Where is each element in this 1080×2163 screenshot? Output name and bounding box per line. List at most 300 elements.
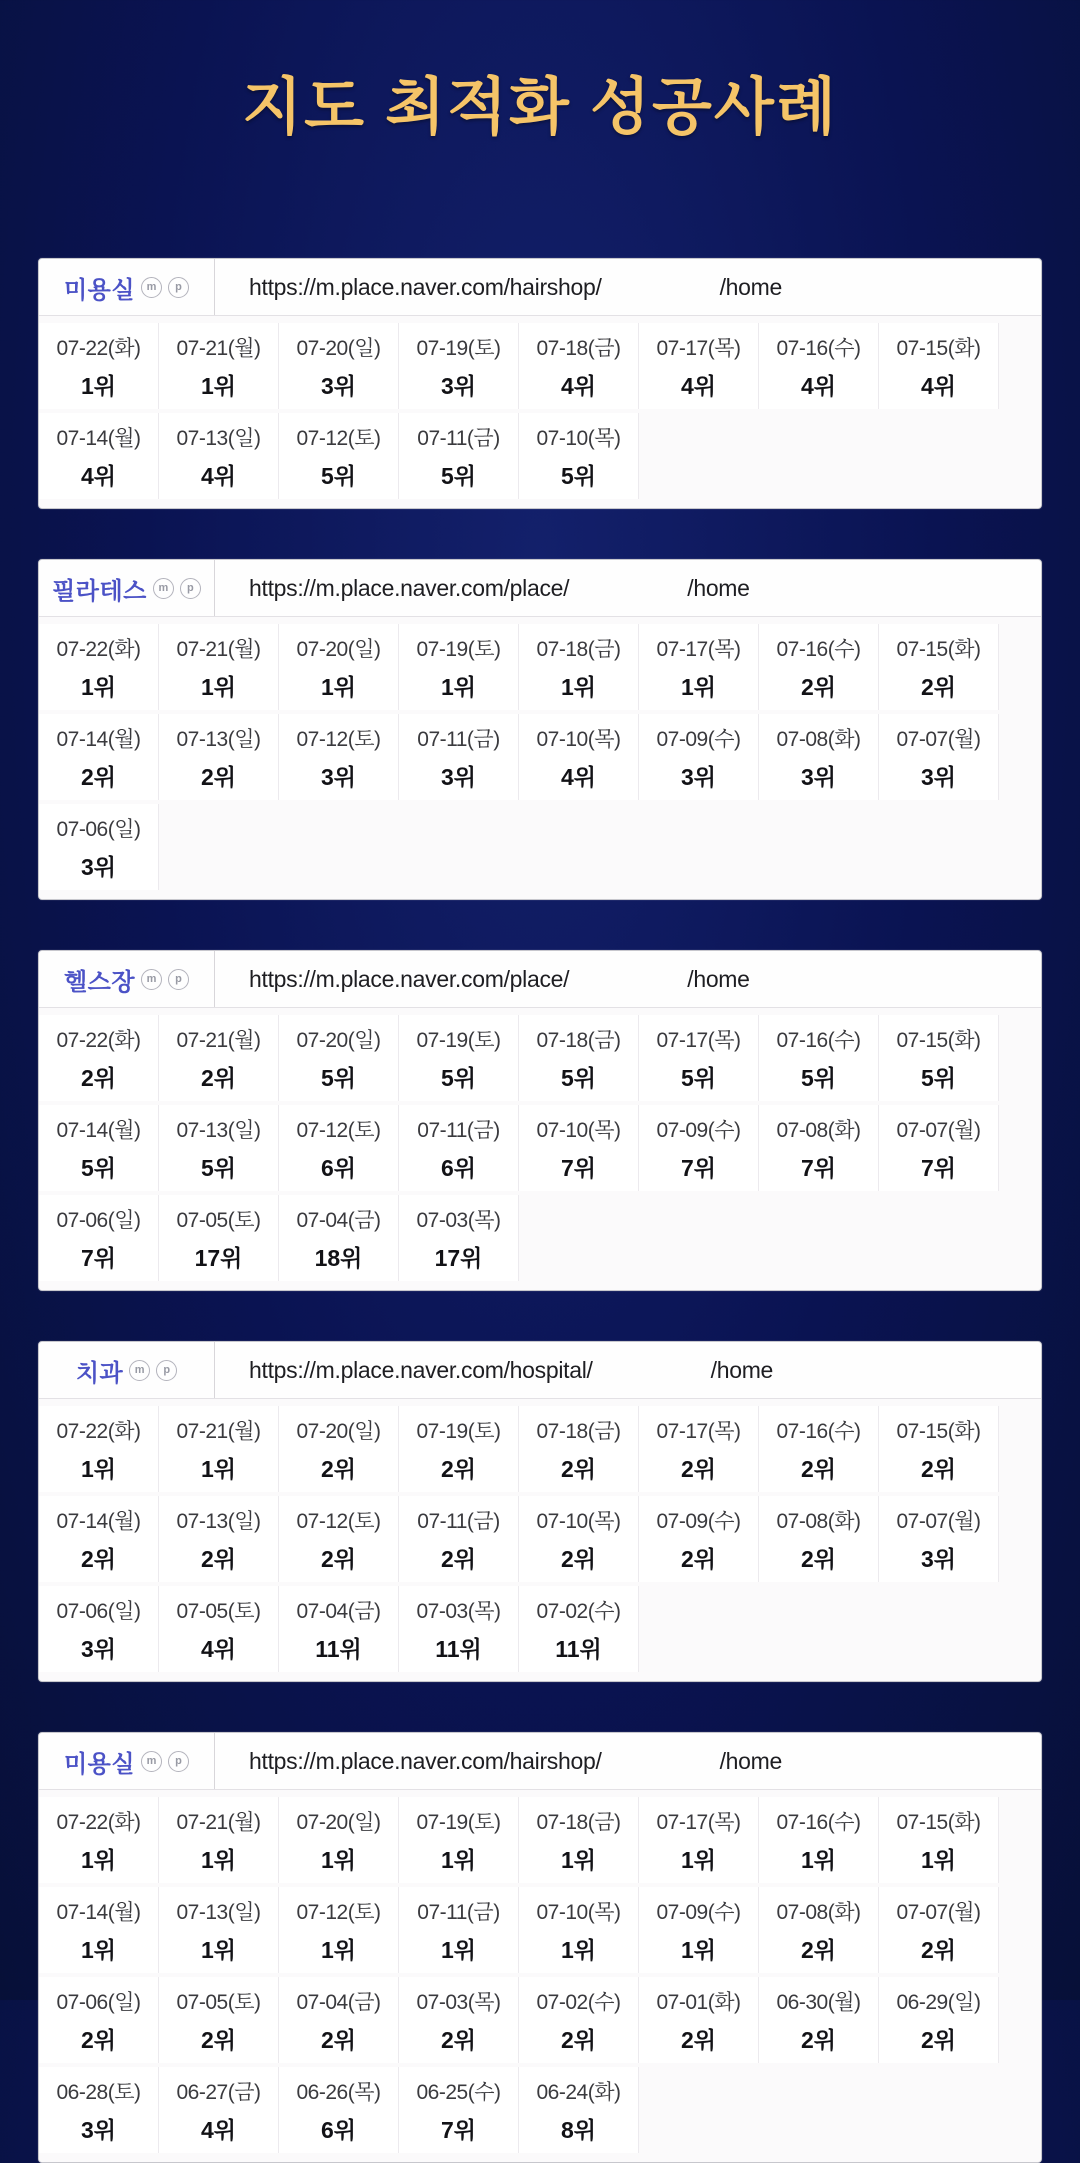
rank-label: 5위 xyxy=(800,1065,836,1092)
date-label: 07-21(월) xyxy=(176,638,261,662)
date-label: 07-16(수) xyxy=(776,337,861,361)
rank-cell xyxy=(279,1977,399,2063)
card-header xyxy=(39,951,1041,1008)
rank-label: 3위 xyxy=(440,764,476,791)
rank-label: 2위 xyxy=(920,2027,956,2054)
date-label: 07-06(일) xyxy=(56,1991,141,2015)
rank-label: 4위 xyxy=(200,2117,236,2144)
date-label: 07-04(금) xyxy=(296,1600,381,1624)
rank-cell xyxy=(279,1887,399,1973)
date-label: 07-18(금) xyxy=(536,1420,621,1444)
rank-label: 2위 xyxy=(800,2027,836,2054)
date-label: 07-13(일) xyxy=(176,1119,261,1143)
rank-label: 2위 xyxy=(920,1456,956,1483)
rank-cell xyxy=(639,1887,759,1973)
map-badge-icon: m xyxy=(141,1751,162,1772)
card-header xyxy=(39,259,1041,316)
rank-label: 1위 xyxy=(920,1847,956,1874)
rank-cell xyxy=(279,714,399,800)
rank-cell xyxy=(879,1406,999,1492)
date-label: 07-10(목) xyxy=(536,1901,621,1925)
rank-label: 1위 xyxy=(800,1847,836,1874)
map-badge-icon: m xyxy=(141,277,162,298)
card-header xyxy=(39,560,1041,617)
rank-label: 2위 xyxy=(440,1456,476,1483)
date-label: 07-03(목) xyxy=(416,1209,501,1233)
rank-cell xyxy=(639,1797,759,1883)
rank-label: 2위 xyxy=(440,1546,476,1573)
date-label: 06-28(토) xyxy=(56,2081,141,2105)
rank-label: 3위 xyxy=(80,2117,116,2144)
rank-label: 6위 xyxy=(440,1155,476,1182)
url-suffix: /home xyxy=(687,574,750,601)
date-label: 07-11(금) xyxy=(417,728,500,752)
rank-cell xyxy=(399,1406,519,1492)
url-suffix: /home xyxy=(687,965,750,992)
rank-cell xyxy=(159,624,279,710)
rank-cell xyxy=(879,1105,999,1191)
rank-cell xyxy=(399,714,519,800)
category-cell xyxy=(39,560,215,616)
date-label: 07-20(일) xyxy=(296,638,381,662)
rank-cell xyxy=(759,1977,879,2063)
date-label: 07-07(월) xyxy=(896,1510,981,1534)
rank-cell xyxy=(519,624,639,710)
date-label: 07-12(토) xyxy=(296,1901,381,1925)
rank-label: 3위 xyxy=(320,373,356,400)
url-cell xyxy=(215,1733,1041,1789)
rank-label: 5위 xyxy=(680,1065,716,1092)
date-label: 07-22(화) xyxy=(56,638,141,662)
date-label: 07-18(금) xyxy=(536,638,621,662)
rank-cell xyxy=(519,413,639,499)
date-label: 07-05(토) xyxy=(176,1209,261,1233)
url-suffix: /home xyxy=(719,1747,783,1774)
rank-cell xyxy=(39,2067,159,2153)
date-label: 07-20(일) xyxy=(296,1029,381,1053)
rank-cell xyxy=(399,1015,519,1101)
date-label: 07-10(목) xyxy=(536,1119,621,1143)
rank-label: 2위 xyxy=(80,1546,116,1573)
category-label: 헬스장 xyxy=(63,968,136,996)
rank-cell xyxy=(279,413,399,499)
card-header xyxy=(39,1733,1041,1790)
rank-label: 7위 xyxy=(560,1155,596,1182)
rank-label: 3위 xyxy=(80,854,116,881)
date-label: 07-22(화) xyxy=(56,1029,141,1053)
date-label: 07-11(금) xyxy=(417,1510,500,1534)
rank-cell xyxy=(639,1977,759,2063)
rank-cell xyxy=(39,1797,159,1883)
ranking-card xyxy=(38,258,1042,509)
rank-cell xyxy=(519,2067,639,2153)
date-label: 07-09(수) xyxy=(656,1510,741,1534)
rank-label: 1위 xyxy=(440,1937,476,1964)
rank-cell xyxy=(399,2067,519,2153)
rank-cell xyxy=(759,323,879,409)
date-label: 07-16(수) xyxy=(776,1420,861,1444)
card-header xyxy=(39,1342,1041,1399)
rank-label: 7위 xyxy=(920,1155,956,1182)
rank-cell xyxy=(279,2067,399,2153)
rank-cell xyxy=(519,323,639,409)
rank-cell xyxy=(519,1406,639,1492)
rank-cell xyxy=(519,1586,639,1672)
rank-label: 1위 xyxy=(440,1847,476,1874)
rank-label: 5위 xyxy=(200,1155,236,1182)
rank-cell xyxy=(639,1496,759,1582)
rank-cell xyxy=(159,2067,279,2153)
rank-label: 4위 xyxy=(920,373,956,400)
rank-label: 2위 xyxy=(80,2027,116,2054)
rank-grid xyxy=(39,316,1041,508)
date-label: 07-22(화) xyxy=(56,1420,141,1444)
date-label: 07-20(일) xyxy=(296,337,381,361)
rank-label: 11위 xyxy=(435,1636,482,1663)
date-label: 07-11(금) xyxy=(417,1901,500,1925)
rank-label: 2위 xyxy=(80,764,116,791)
rank-cell xyxy=(39,1977,159,2063)
rank-label: 4위 xyxy=(800,373,836,400)
rank-label: 3위 xyxy=(80,1636,116,1663)
rank-cell xyxy=(39,1195,159,1281)
rank-cell xyxy=(279,1195,399,1281)
date-label: 07-17(목) xyxy=(656,1420,741,1444)
rank-cell xyxy=(39,413,159,499)
date-label: 07-10(목) xyxy=(536,1510,621,1534)
date-label: 07-14(월) xyxy=(56,427,141,451)
rank-cell xyxy=(159,1406,279,1492)
rank-label: 4위 xyxy=(680,373,716,400)
rank-label: 4위 xyxy=(200,463,236,490)
rank-label: 1위 xyxy=(200,674,236,701)
rank-label: 11위 xyxy=(315,1636,362,1663)
rank-label: 1위 xyxy=(80,1937,116,1964)
ranking-card xyxy=(38,1732,1042,2163)
rank-cell xyxy=(279,624,399,710)
rank-label: 6위 xyxy=(320,2117,356,2144)
rank-label: 2위 xyxy=(320,1546,356,1573)
date-label: 07-20(일) xyxy=(296,1811,381,1835)
rank-label: 1위 xyxy=(320,1937,356,1964)
rank-cell xyxy=(639,624,759,710)
date-label: 07-08(화) xyxy=(776,728,861,752)
rank-label: 18위 xyxy=(314,1245,363,1272)
rank-label: 1위 xyxy=(320,674,356,701)
date-label: 07-09(수) xyxy=(656,728,741,752)
date-label: 07-05(토) xyxy=(176,1991,261,2015)
category-label: 미용실 xyxy=(63,1750,136,1778)
rank-cell xyxy=(39,1887,159,1973)
date-label: 07-22(화) xyxy=(56,1811,141,1835)
date-label: 07-14(월) xyxy=(56,1119,141,1143)
date-label: 07-10(목) xyxy=(536,728,621,752)
rank-label: 7위 xyxy=(800,1155,836,1182)
rank-label: 2위 xyxy=(200,764,236,791)
date-label: 07-03(목) xyxy=(416,1991,501,2015)
category-label: 필라테스 xyxy=(52,577,147,605)
rank-cell xyxy=(519,1797,639,1883)
date-label: 07-15(화) xyxy=(896,638,981,662)
date-label: 07-18(금) xyxy=(536,1811,621,1835)
date-label: 07-04(금) xyxy=(296,1991,381,2015)
date-label: 07-04(금) xyxy=(296,1209,381,1233)
rank-cell xyxy=(159,1797,279,1883)
map-badge-icon: m xyxy=(129,1360,150,1381)
date-label: 07-19(토) xyxy=(416,638,501,662)
rank-cell xyxy=(159,714,279,800)
date-label: 06-25(수) xyxy=(416,2081,501,2105)
date-label: 07-11(금) xyxy=(417,427,500,451)
rank-cell xyxy=(279,323,399,409)
rank-cell xyxy=(39,1105,159,1191)
rank-cell xyxy=(39,1015,159,1101)
place-badge-icon: p xyxy=(168,277,189,298)
rank-label: 2위 xyxy=(920,674,956,701)
rank-cell xyxy=(159,1586,279,1672)
date-label: 07-09(수) xyxy=(656,1901,741,1925)
rank-cell xyxy=(519,1977,639,2063)
rank-cell xyxy=(159,1977,279,2063)
rank-label: 1위 xyxy=(680,674,716,701)
rank-cell xyxy=(159,413,279,499)
rank-cell xyxy=(639,714,759,800)
date-label: 07-16(수) xyxy=(776,1029,861,1053)
rank-label: 1위 xyxy=(680,1847,716,1874)
rank-cell xyxy=(879,624,999,710)
rank-cell xyxy=(879,1977,999,2063)
rank-label: 4위 xyxy=(200,1636,236,1663)
date-label: 06-29(일) xyxy=(896,1991,981,2015)
date-label: 07-06(일) xyxy=(56,1209,141,1233)
rank-cell xyxy=(399,1977,519,2063)
rank-label: 5위 xyxy=(920,1065,956,1092)
rank-cell xyxy=(399,624,519,710)
rank-label: 1위 xyxy=(440,674,476,701)
rank-cell xyxy=(399,1797,519,1883)
rank-label: 1위 xyxy=(200,1937,236,1964)
rank-label: 7위 xyxy=(440,2117,476,2144)
date-label: 07-18(금) xyxy=(536,337,621,361)
rank-cell xyxy=(399,1105,519,1191)
date-label: 07-12(토) xyxy=(296,1510,381,1534)
url-cell xyxy=(215,259,1041,315)
rank-label: 2위 xyxy=(800,1937,836,1964)
rank-label: 7위 xyxy=(80,1245,116,1272)
rank-label: 2위 xyxy=(680,2027,716,2054)
rank-label: 1위 xyxy=(80,373,116,400)
url-prefix: https://m.place.naver.com/place/ xyxy=(249,965,570,992)
date-label: 07-19(토) xyxy=(416,1029,501,1053)
rank-label: 2위 xyxy=(440,2027,476,2054)
ranking-card xyxy=(38,559,1042,900)
rank-cell xyxy=(279,1496,399,1582)
rank-cell xyxy=(639,1406,759,1492)
rank-label: 2위 xyxy=(680,1546,716,1573)
rank-cell xyxy=(879,1887,999,1973)
cards-container xyxy=(38,258,1042,2163)
rank-label: 2위 xyxy=(800,1546,836,1573)
rank-cell xyxy=(639,1105,759,1191)
rank-label: 5위 xyxy=(560,463,596,490)
url-cell xyxy=(215,951,1041,1007)
rank-cell xyxy=(39,1496,159,1582)
rank-label: 1위 xyxy=(80,674,116,701)
date-label: 06-30(월) xyxy=(776,1991,861,2015)
rank-label: 11위 xyxy=(555,1636,602,1663)
rank-cell xyxy=(39,1586,159,1672)
date-label: 07-08(화) xyxy=(776,1119,861,1143)
date-label: 07-22(화) xyxy=(56,337,141,361)
date-label: 07-15(화) xyxy=(896,337,981,361)
date-label: 07-19(토) xyxy=(416,337,501,361)
rank-label: 5위 xyxy=(440,1065,476,1092)
rank-cell xyxy=(39,1406,159,1492)
date-label: 07-17(목) xyxy=(656,1029,741,1053)
place-badge-icon: p xyxy=(168,1751,189,1772)
rank-cell xyxy=(519,1496,639,1582)
date-label: 07-15(화) xyxy=(896,1420,981,1444)
date-label: 07-12(토) xyxy=(296,728,381,752)
date-label: 07-21(월) xyxy=(176,1420,261,1444)
map-badge-icon: m xyxy=(153,578,174,599)
url-prefix: https://m.place.naver.com/hospital/ xyxy=(249,1356,593,1383)
rank-cell xyxy=(159,1015,279,1101)
rank-grid xyxy=(39,1790,1041,2162)
category-label: 미용실 xyxy=(63,276,136,304)
date-label: 06-27(금) xyxy=(176,2081,261,2105)
rank-label: 2위 xyxy=(800,1456,836,1483)
date-label: 07-15(화) xyxy=(896,1029,981,1053)
rank-label: 2위 xyxy=(200,1546,236,1573)
date-label: 06-26(목) xyxy=(296,2081,381,2105)
rank-label: 3위 xyxy=(920,1546,956,1573)
url-cell xyxy=(215,1342,1041,1398)
date-label: 07-10(목) xyxy=(536,427,621,451)
rank-cell xyxy=(879,1797,999,1883)
date-label: 07-06(일) xyxy=(56,1600,141,1624)
date-label: 07-09(수) xyxy=(656,1119,741,1143)
date-label: 07-14(월) xyxy=(56,728,141,752)
date-label: 07-02(수) xyxy=(536,1600,621,1624)
place-badge-icon: p xyxy=(168,969,189,990)
date-label: 07-07(월) xyxy=(896,1901,981,1925)
date-label: 07-17(목) xyxy=(656,638,741,662)
date-label: 07-13(일) xyxy=(176,1510,261,1534)
rank-cell xyxy=(279,1105,399,1191)
rank-cell xyxy=(879,1015,999,1101)
rank-label: 1위 xyxy=(200,373,236,400)
rank-label: 1위 xyxy=(80,1456,116,1483)
rank-cell xyxy=(279,1406,399,1492)
rank-label: 2위 xyxy=(560,1456,596,1483)
rank-cell xyxy=(399,1887,519,1973)
rank-cell xyxy=(159,1496,279,1582)
rank-cell xyxy=(879,1496,999,1582)
rank-cell xyxy=(279,1015,399,1101)
url-prefix: https://m.place.naver.com/hairshop/ xyxy=(249,1747,602,1774)
date-label: 07-06(일) xyxy=(56,818,141,842)
rank-cell xyxy=(639,1015,759,1101)
rank-cell xyxy=(399,1496,519,1582)
rank-label: 3위 xyxy=(680,764,716,791)
ranking-card xyxy=(38,1341,1042,1682)
date-label: 07-03(목) xyxy=(416,1600,501,1624)
url-suffix: /home xyxy=(719,273,783,300)
date-label: 07-14(월) xyxy=(56,1510,141,1534)
date-label: 07-08(화) xyxy=(776,1901,861,1925)
date-label: 06-24(화) xyxy=(536,2081,621,2105)
date-label: 07-21(월) xyxy=(176,337,261,361)
rank-label: 1위 xyxy=(560,1937,596,1964)
url-prefix: https://m.place.naver.com/hairshop/ xyxy=(249,273,602,300)
rank-cell xyxy=(639,323,759,409)
date-label: 07-12(토) xyxy=(296,427,381,451)
rank-label: 1위 xyxy=(560,674,596,701)
rank-cell xyxy=(399,1195,519,1281)
date-label: 07-20(일) xyxy=(296,1420,381,1444)
rank-label: 2위 xyxy=(680,1456,716,1483)
category-cell xyxy=(39,1733,215,1789)
rank-label: 1위 xyxy=(320,1847,356,1874)
rank-cell xyxy=(759,1887,879,1973)
rank-label: 5위 xyxy=(80,1155,116,1182)
rank-label: 2위 xyxy=(320,1456,356,1483)
date-label: 07-12(토) xyxy=(296,1119,381,1143)
rank-label: 17위 xyxy=(434,1245,483,1272)
rank-cell xyxy=(879,323,999,409)
date-label: 07-08(화) xyxy=(776,1510,861,1534)
category-label: 치과 xyxy=(75,1359,124,1387)
rank-label: 2위 xyxy=(560,2027,596,2054)
rank-cell xyxy=(159,323,279,409)
date-label: 07-01(화) xyxy=(656,1991,741,2015)
date-label: 07-19(토) xyxy=(416,1420,501,1444)
rank-cell xyxy=(519,1887,639,1973)
date-label: 07-21(월) xyxy=(176,1811,261,1835)
date-label: 07-11(금) xyxy=(417,1119,500,1143)
category-cell xyxy=(39,259,215,315)
date-label: 07-16(수) xyxy=(776,1811,861,1835)
rank-label: 5위 xyxy=(440,463,476,490)
date-label: 07-17(목) xyxy=(656,337,741,361)
rank-label: 7위 xyxy=(680,1155,716,1182)
rank-cell xyxy=(399,323,519,409)
rank-label: 1위 xyxy=(200,1456,236,1483)
rank-label: 2위 xyxy=(200,1065,236,1092)
rank-label: 1위 xyxy=(200,1847,236,1874)
date-label: 07-16(수) xyxy=(776,638,861,662)
rank-label: 3위 xyxy=(800,764,836,791)
rank-label: 1위 xyxy=(560,1847,596,1874)
rank-label: 8위 xyxy=(560,2117,596,2144)
url-cell xyxy=(215,560,1041,616)
rank-label: 2위 xyxy=(200,2027,236,2054)
date-label: 07-05(토) xyxy=(176,1600,261,1624)
date-label: 07-14(월) xyxy=(56,1901,141,1925)
rank-cell xyxy=(759,714,879,800)
rank-label: 3위 xyxy=(320,764,356,791)
rank-label: 17위 xyxy=(194,1245,243,1272)
date-label: 07-07(월) xyxy=(896,1119,981,1143)
date-label: 07-02(수) xyxy=(536,1991,621,2015)
rank-cell xyxy=(519,1015,639,1101)
page-title: 지도 최적화 성공사례 xyxy=(242,73,838,142)
rank-cell xyxy=(759,624,879,710)
date-label: 07-13(일) xyxy=(176,1901,261,1925)
rank-cell xyxy=(399,413,519,499)
date-label: 07-07(월) xyxy=(896,728,981,752)
